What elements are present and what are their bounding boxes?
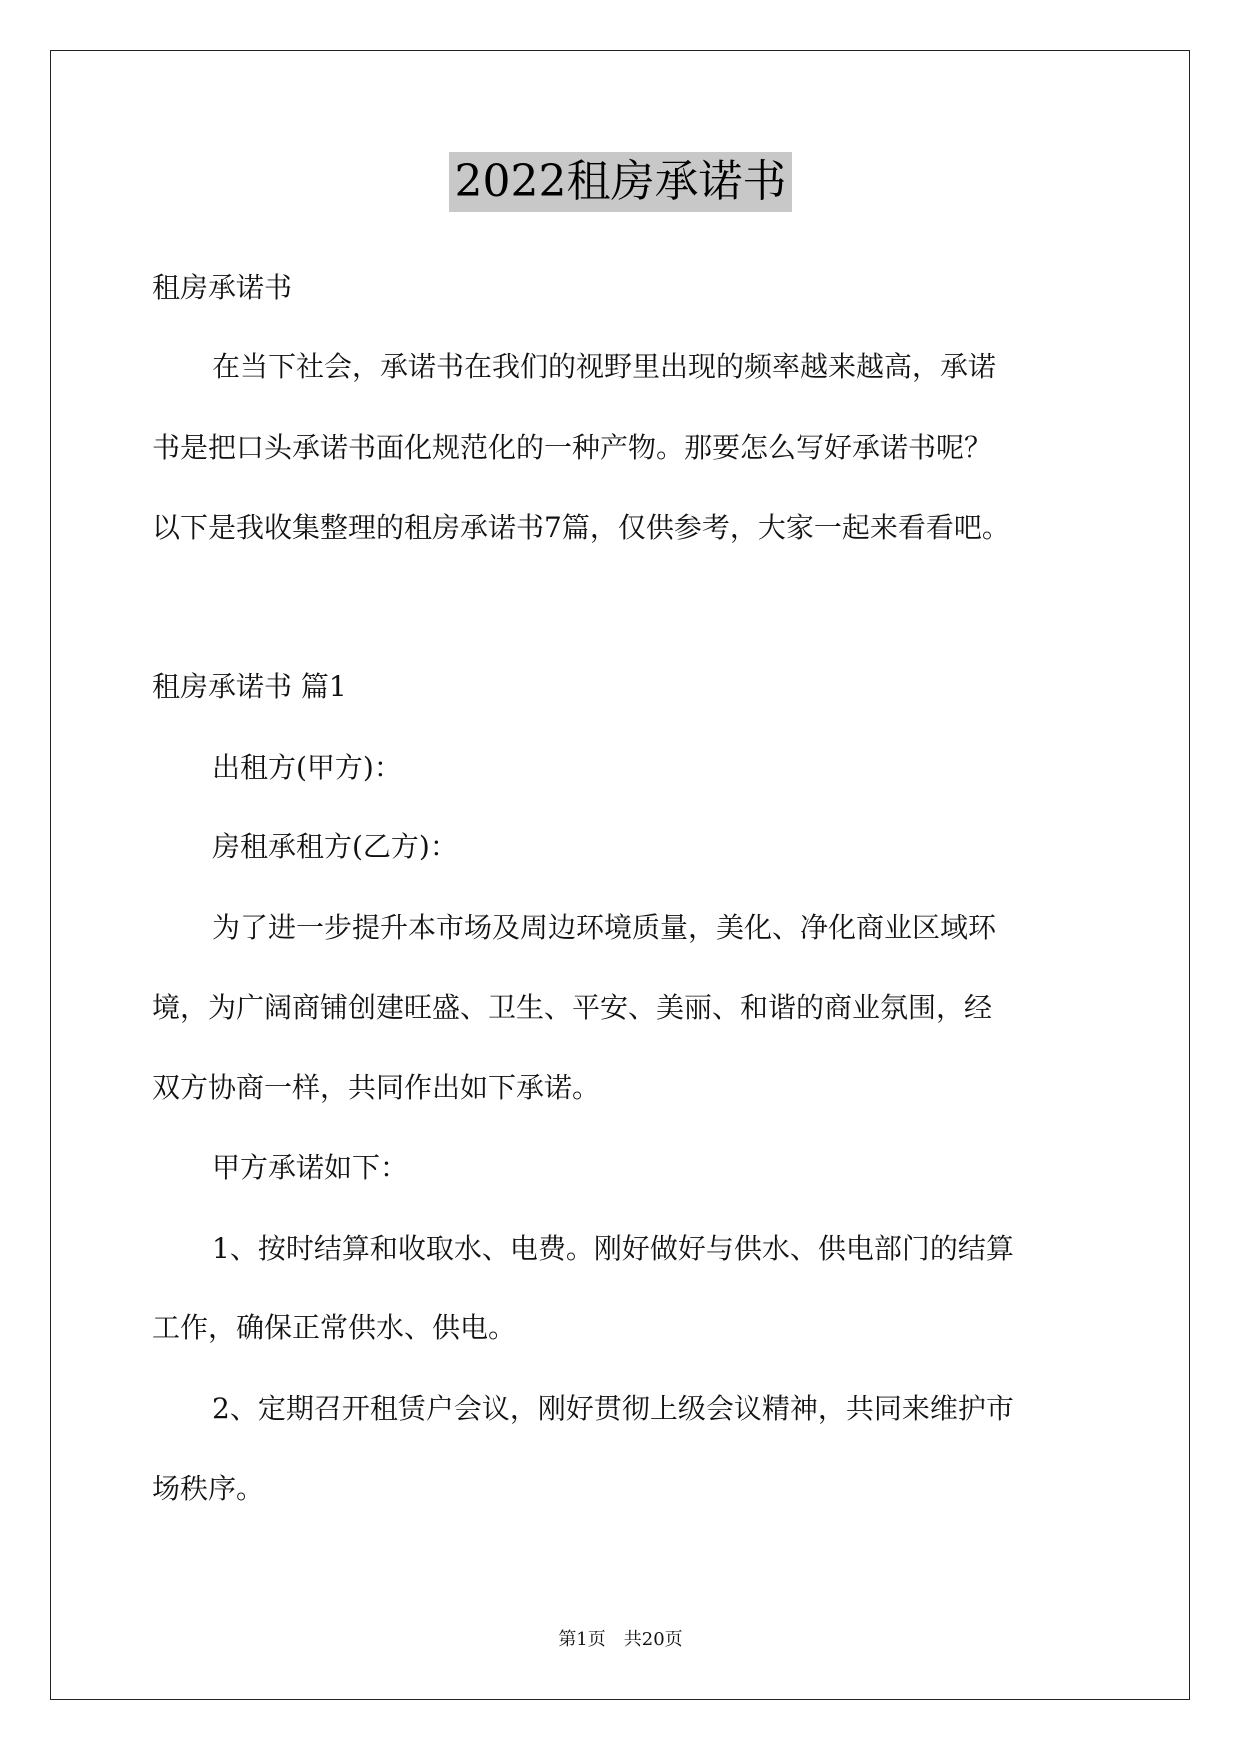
paragraph-line: 2、定期召开租赁户会议，刚好贯彻上级会议精神，共同来维护市 xyxy=(212,1392,1014,1425)
paragraph-line: 工作，确保正常供水、供电。 xyxy=(152,1311,517,1344)
title-container xyxy=(0,152,1241,212)
paragraph-line: 双方协商一样，共同作出如下承诺。 xyxy=(152,1071,601,1104)
page-footer: 第1页 共20页 xyxy=(558,1629,683,1650)
paragraph-line: 场秩序。 xyxy=(152,1472,265,1505)
paragraph-line: 境，为广阔商铺创建旺盛、卫生、平安、美丽、和谐的商业氛围，经 xyxy=(152,991,993,1024)
paragraph-line: 为了进一步提升本市场及周边环境质量，美化、净化商业区域环 xyxy=(212,911,997,944)
paragraph-line: 以下是我收集整理的租房承诺书7篇，仅供参考，大家一起来看看吧。 xyxy=(152,511,1010,544)
intro-heading: 租房承诺书 xyxy=(152,271,293,304)
paragraph-line: 出租方(甲方)： xyxy=(212,751,402,784)
paragraph-line: 书是把口头承诺书面化规范化的一种产物。那要怎么写好承诺书呢？ xyxy=(152,431,993,464)
paragraph-line: 1、按时结算和收取水、电费。刚好做好与供水、供电部门的结算 xyxy=(212,1232,1014,1265)
document-title: 2022租房承诺书 xyxy=(449,152,793,212)
paragraph-line: 房租承租方(乙方)： xyxy=(212,830,458,863)
paragraph-line: 甲方承诺如下： xyxy=(212,1151,409,1184)
section-heading: 租房承诺书 篇1 xyxy=(152,670,347,703)
paragraph-line: 在当下社会，承诺书在我们的视野里出现的频率越来越高，承诺 xyxy=(212,350,997,383)
